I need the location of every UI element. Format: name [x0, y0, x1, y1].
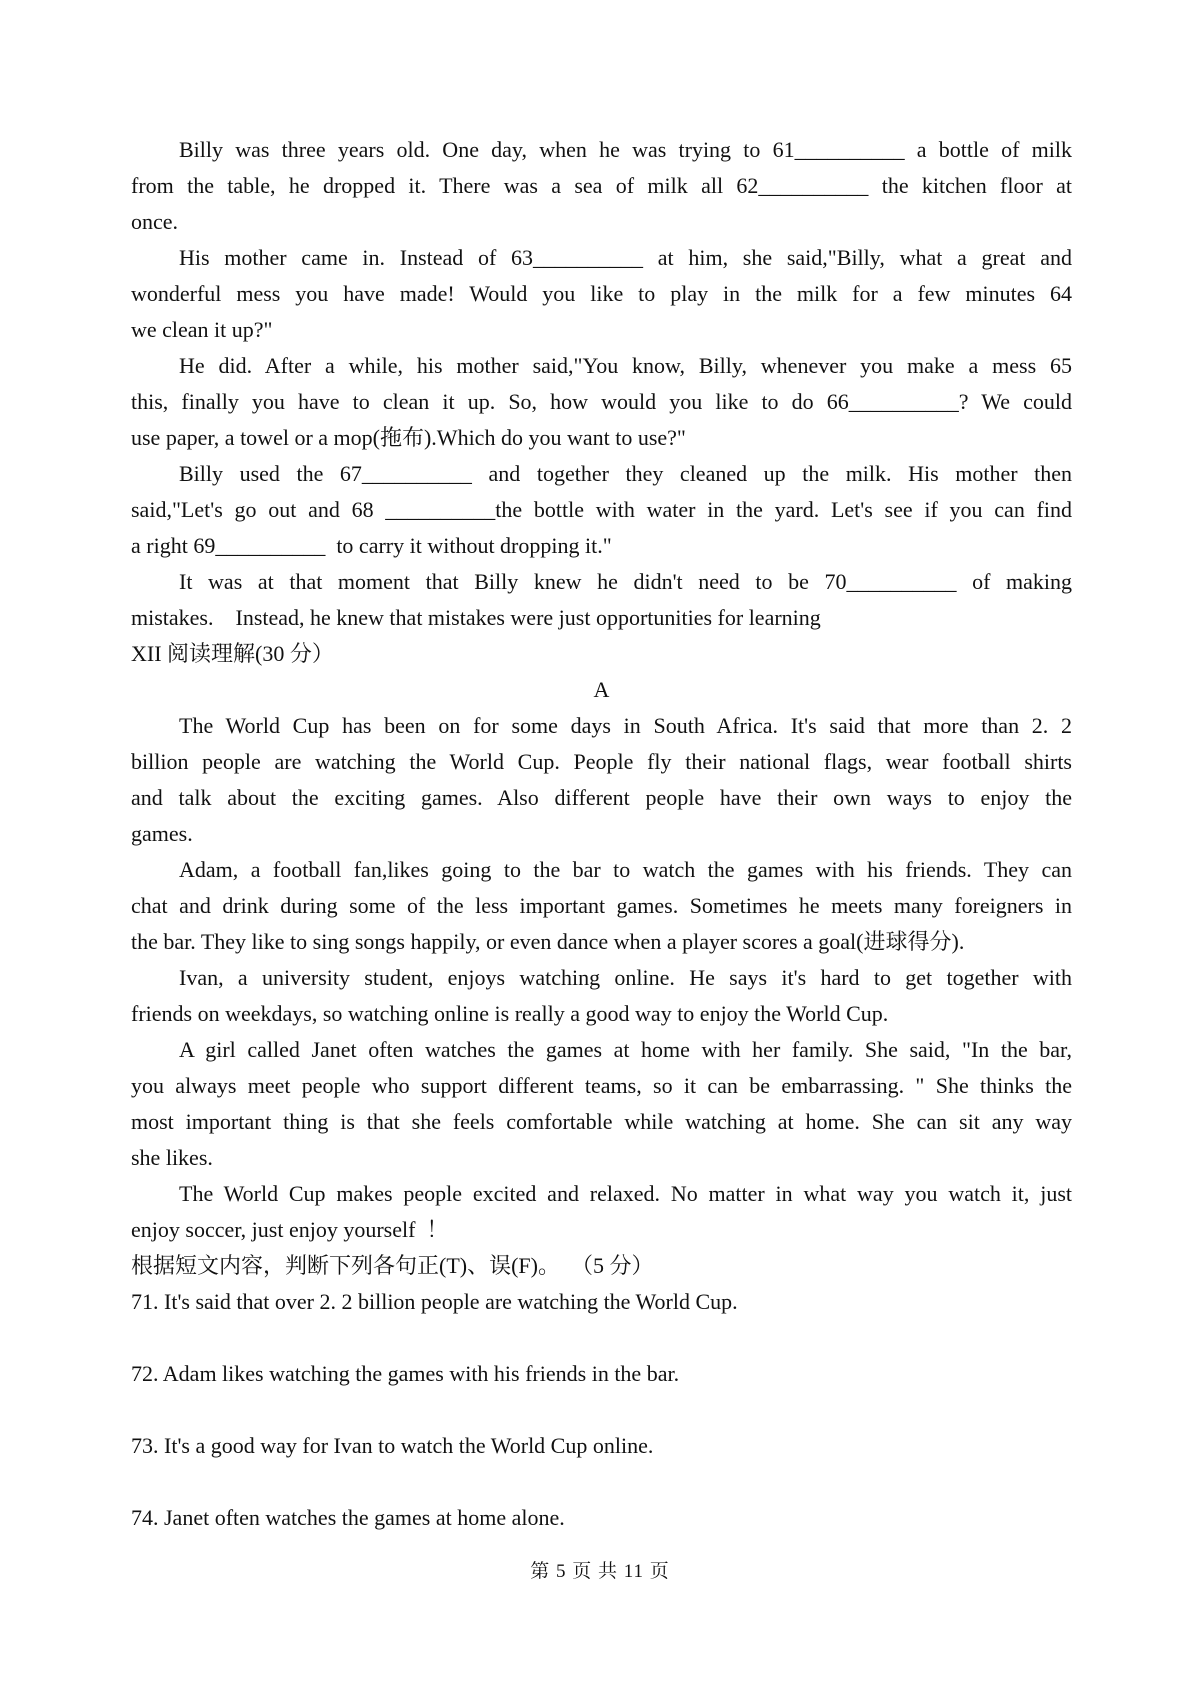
question-item: 72. Adam likes watching the games with his friends in the bar. — [131, 1361, 680, 1386]
instruction: 根据短文内容，判断下列各句正(T)、误(F)。 （5 分） — [131, 1253, 654, 1278]
paragraph-line: use paper, a towel or a mop(拖布).Which do you want to use?" — [131, 425, 686, 450]
paragraph-line: Adam, a football fan,likes going to the bar to watch the games with his friends. They can — [179, 857, 1072, 882]
paragraph-line: we clean it up?" — [131, 317, 273, 342]
paragraph-line: once. — [131, 209, 179, 234]
paragraph-line: games. — [131, 821, 193, 846]
paragraph-line: Billy was three years old. One day, when he was trying to 61__________ a bottle of milk — [179, 137, 1072, 162]
paragraph — [131, 456, 1072, 564]
paragraph-line: this, finally you have to clean it up. So, how would you like to do 66__________? We could — [131, 389, 1072, 414]
question-item: 71. It's said that over 2. 2 billion people are watching the World Cup. — [131, 1289, 738, 1314]
paragraph-line: A girl called Janet often watches the games at home with her family. She said, "In the bar, — [179, 1037, 1072, 1062]
paragraph-line: and talk about the exciting games. Also different people have their own ways to enjoy the — [131, 785, 1072, 810]
paragraph-line: friends on weekdays, so watching online is really a good way to enjoy the World Cup. — [131, 1001, 889, 1026]
paragraph-line: you always meet people who support different teams, so it can be embarrassing. " She thinks the — [131, 1073, 1072, 1098]
paragraph — [131, 852, 1072, 960]
paragraph — [131, 1176, 1072, 1248]
paragraph — [131, 564, 1072, 636]
paragraph-line: enjoy soccer, just enjoy yourself ！ — [131, 1217, 449, 1242]
questions-list — [131, 1284, 1072, 1536]
paragraph-line: Billy used the 67__________ and together they cleaned up the milk. His mother then — [179, 461, 1072, 486]
paragraph-line: Ivan, a university student, enjoys watching online. He says it's hard to get together with — [179, 965, 1072, 990]
paragraph-line: she likes. — [131, 1145, 213, 1170]
paragraph — [131, 348, 1072, 456]
section-heading: XII 阅读理解(30 分） — [131, 641, 334, 666]
paragraph-line: from the table, he dropped it. There was a sea of milk all 62__________ the kitchen floor at — [131, 173, 1072, 198]
paragraph — [131, 1032, 1072, 1176]
question-item: 74. Janet often watches the games at home alone. — [131, 1505, 565, 1530]
paragraph — [131, 960, 1072, 1032]
paragraph-line: His mother came in. Instead of 63__________ at him, she said,"Billy, what a great and — [179, 245, 1072, 270]
paragraph-line: The World Cup has been on for some days in South Africa. It's said that more than 2. 2 — [179, 713, 1072, 738]
paragraph-line: the bar. They like to sing songs happily, or even dance when a player scores a goal(进球得分). — [131, 929, 965, 954]
question-item: 73. It's a good way for Ivan to watch the World Cup online. — [131, 1433, 654, 1458]
paragraph-line: mistakes. Instead, he knew that mistakes were just opportunities for learning — [131, 605, 821, 630]
paragraph — [131, 240, 1072, 348]
page-content — [131, 132, 1072, 1572]
passage-label: A — [593, 677, 610, 702]
paragraph-line: The World Cup makes people excited and relaxed. No matter in what way you watch it, just — [179, 1181, 1072, 1206]
paragraph — [131, 132, 1072, 240]
paragraph-line: He did. After a while, his mother said,"You know, Billy, whenever you make a mess 65 — [179, 353, 1072, 378]
paragraph — [131, 708, 1072, 852]
paragraph-line: most important thing is that she feels comfortable while watching at home. She can sit any way — [131, 1109, 1072, 1134]
paragraph-line: chat and drink during some of the less important games. Sometimes he meets many foreigners in — [131, 893, 1072, 918]
cloze-passage — [131, 132, 1072, 636]
paragraph-line: a right 69__________ to carry it without dropping it." — [131, 533, 612, 558]
paragraph-line: wonderful mess you have made! Would you like to play in the milk for a few minutes 64 — [131, 281, 1072, 306]
paragraph-line: said,"Let's go out and 68 __________the bottle with water in the yard. Let's see if you can find — [131, 497, 1072, 522]
paragraph-line: It was at that moment that Billy knew he didn't need to be 70__________ of making — [179, 569, 1072, 594]
page-footer: 第 5 页 共 11 页 — [530, 1561, 670, 1582]
paragraph-line: billion people are watching the World Cup. People fly their national flags, wear football shirts — [131, 749, 1072, 774]
reading-passage — [131, 708, 1072, 1248]
